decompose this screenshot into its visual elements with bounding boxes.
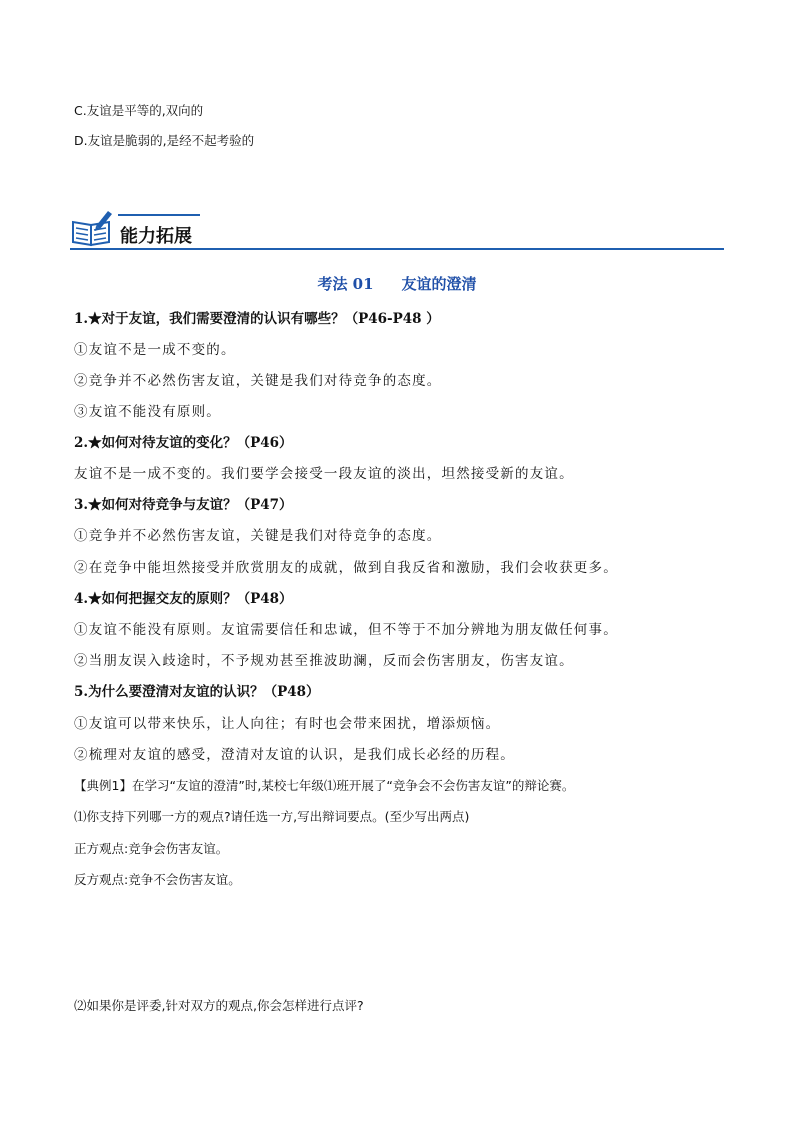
option-d: D.友谊是脆弱的,是经不起考验的	[74, 133, 255, 148]
answer-1-3: ③友谊不能没有原则。	[74, 404, 221, 420]
answer-2-1: 友谊不是一成不变的。我们要学会接受一段友谊的淡出，坦然接受新的友谊。	[74, 466, 574, 482]
answer-3-2: ②在竞争中能坦然接受并欣赏朋友的成就，做到自我反省和激励，我们会收获更多。	[74, 560, 618, 576]
example-con-view: 反方观点:竞争不会伤害友谊。	[74, 872, 241, 887]
open-book-pencil-icon	[70, 208, 114, 248]
answer-4-2: ②当朋友误入歧途时，不予规劝甚至推波助澜，反而会伤害朋友，伤害友谊。	[74, 653, 574, 669]
question-3: 3.★如何对待竞争与友谊？（P47）	[74, 497, 293, 513]
kaofa-label: 考法 01	[317, 275, 374, 293]
section-header	[70, 208, 724, 252]
section-title: 能力拓展	[120, 226, 192, 247]
kaofa-title: 友谊的澄清	[401, 275, 477, 293]
question-5: 5.为什么要澄清对友谊的认识？（P48）	[74, 684, 320, 700]
option-c: C.友谊是平等的,双向的	[74, 103, 204, 118]
section-rule	[70, 248, 724, 250]
answer-3-1: ①竞争并不必然伤害友谊，关键是我们对待竞争的态度。	[74, 528, 442, 544]
question-4: 4.★如何把握交友的原则？（P48）	[74, 591, 293, 607]
section-title-overline	[118, 214, 200, 216]
example-part-2: ⑵如果你是评委,针对双方的观点,你会怎样进行点评?	[74, 998, 364, 1013]
question-2: 2.★如何对待友谊的变化？（P46）	[74, 435, 293, 451]
answer-1-2: ②竞争并不必然伤害友谊，关键是我们对待竞争的态度。	[74, 373, 442, 389]
example-pro-view: 正方观点:竞争会伤害友谊。	[74, 841, 229, 856]
question-1: 1.★对于友谊，我们需要澄清的认识有哪些？（P46-P48 ）	[74, 311, 440, 327]
example-part-1: ⑴你支持下列哪一方的观点?请任选一方,写出辩词要点。(至少写出两点)	[74, 809, 470, 824]
answer-5-1: ①友谊可以带来快乐，让人向往；有时也会带来困扰，增添烦恼。	[74, 716, 501, 732]
answer-1-1: ①友谊不是一成不变的。	[74, 342, 236, 358]
example-intro: 【典例1】在学习“友谊的澄清”时,某校七年级⑴班开展了“竞争会不会伤害友谊”的辩论赛。	[74, 778, 575, 793]
answer-4-1: ①友谊不能没有原则。友谊需要信任和忠诚，但不等于不加分辨地为朋友做任何事。	[74, 622, 618, 638]
kaofa-heading	[0, 273, 794, 294]
answer-5-2: ②梳理对友谊的感受，澄清对友谊的认识，是我们成长必经的历程。	[74, 747, 515, 763]
